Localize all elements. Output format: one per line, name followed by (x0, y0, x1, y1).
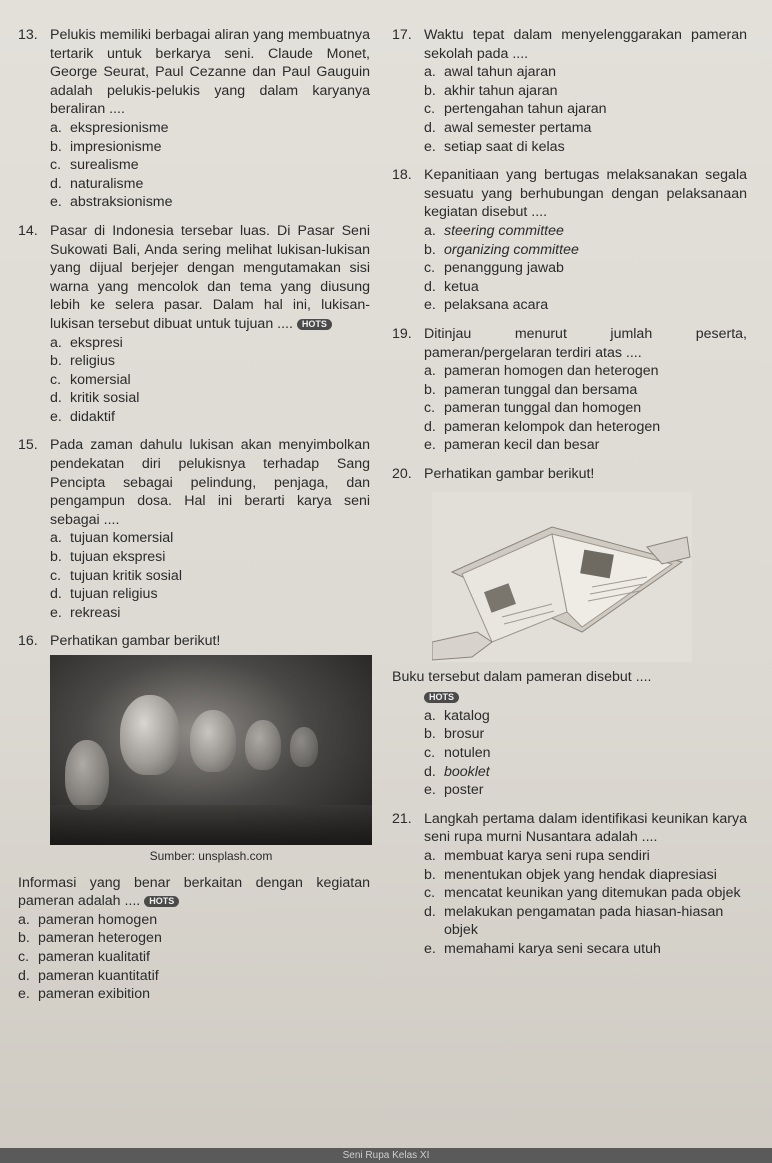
question-text: Pelukis memiliki berbagai aliran yang membuatnya tertarik untuk berkarya seni. Claude Monet, George Seurat, Paul Cezanne dan Paul Gauguin adalah pelukis-pelukis yang dalam karyanya beraliran .... (50, 27, 370, 118)
question-number: 16. (18, 633, 38, 650)
question-13 (18, 26, 370, 212)
option-d[interactable]: d. tujuan religius (50, 586, 158, 603)
question-16 (18, 632, 370, 1003)
option-a[interactable]: a. membuat karya seni rupa sendiri (424, 848, 650, 864)
open-catalog-book-photo (432, 492, 692, 662)
option-b[interactable]: b. impresionisme (50, 138, 162, 155)
option-a[interactable]: a. tujuan komersial (50, 530, 174, 547)
question-text: Kepanitiaan yang bertugas melaksanakan segala sesuatu yang berhubungan dengan pelaksanaan kegiatan disebut .... (424, 167, 747, 221)
option-c[interactable]: c. pameran kualitatif (18, 948, 150, 965)
option-c[interactable]: c. surealisme (50, 157, 139, 174)
option-b[interactable]: b. akhir tahun ajaran (424, 82, 558, 99)
option-e[interactable]: e. pelaksana acara (424, 297, 549, 314)
option-e[interactable]: e. setiap saat di kelas (424, 138, 565, 155)
question-number: 13. (18, 27, 38, 43)
hots-badge: HOTS (297, 319, 332, 330)
hots-badge: HOTS (144, 896, 179, 907)
option-b[interactable]: b. religius (50, 353, 115, 370)
option-d[interactable]: d. booklet (424, 763, 490, 780)
hots-badge: HOTS (424, 692, 459, 703)
question-text: Langkah pertama dalam identifikasi keunikan karya seni rupa murni Nusantara adalah .... (424, 810, 747, 846)
question-number: 21. (392, 810, 412, 827)
question-17 (392, 26, 747, 156)
option-a[interactable]: a. ekspresi (50, 334, 123, 351)
question-number: 17. (392, 27, 412, 43)
question-text: Waktu tepat dalam menyelenggarakan pameran sekolah pada .... (424, 27, 747, 62)
option-b[interactable]: b. pameran tunggal dan bersama (424, 381, 638, 398)
question-number: 14. (18, 222, 38, 239)
question-text: Perhatikan gambar berikut! (424, 466, 595, 483)
option-a[interactable]: a. katalog (424, 707, 490, 724)
book-illustration (432, 492, 692, 662)
option-e[interactable]: e. memahami karya seni secara utuh (424, 940, 661, 957)
question-text: Pasar di Indonesia tersebar luas. Di Pasar Seni Sukowati Bali, Anda sering melihat lukisan-lukisan yang dijual berjejer dengan mengutamakan sisi warna yang mencolok dan tema yang diusung lebih ke selera pasar. Dalam hal ini, lukisan-lukisan tersebut dibuat untuk tujuan .... HOTS (50, 222, 370, 332)
page-footer: Seni Rupa Kelas XI (0, 1148, 772, 1163)
question-20 (392, 465, 747, 800)
option-b[interactable]: b. tujuan ekspresi (50, 549, 166, 566)
question-21 (392, 810, 747, 959)
option-b[interactable]: b. pameran heterogen (18, 930, 162, 947)
option-a[interactable]: a. awal tahun ajaran (424, 64, 557, 81)
option-e[interactable]: e. didaktif (50, 408, 115, 425)
option-e[interactable]: e. pameran exibition (18, 986, 150, 1003)
option-c[interactable]: c. tujuan kritik sosial (50, 567, 182, 584)
option-e[interactable]: e. rekreasi (50, 604, 121, 621)
question-number: 19. (392, 325, 412, 342)
option-d[interactable]: d. ketua (424, 278, 479, 295)
option-c[interactable]: c. penanggung jawab (424, 260, 564, 277)
option-c[interactable]: c. pameran tunggal dan homogen (424, 400, 642, 417)
question-stem: Buku tersebut dalam pameran disebut .... (392, 668, 652, 685)
option-d[interactable]: d. awal semester pertama (424, 119, 592, 136)
option-e[interactable]: e. pameran kecil dan besar (424, 437, 600, 454)
left-column (18, 26, 370, 1004)
question-stem: Informasi yang benar berkaitan dengan kegiatan pameran adalah .... HOTS (18, 874, 370, 910)
option-a[interactable]: a. pameran homogen (18, 911, 158, 928)
question-text: Perhatikan gambar berikut! (50, 633, 221, 650)
option-c[interactable]: c. notulen (424, 745, 491, 762)
sculpture-exhibition-photo (50, 655, 372, 845)
option-a[interactable]: a. ekspresionisme (50, 119, 169, 136)
option-e[interactable]: e. poster (424, 782, 484, 799)
option-c[interactable]: c. pertengahan tahun ajaran (424, 101, 607, 118)
option-d[interactable]: d. pameran kuantitatif (18, 967, 159, 984)
question-number: 20. (392, 466, 412, 483)
question-14 (18, 222, 370, 427)
option-d[interactable]: d. naturalisme (50, 175, 144, 192)
option-a[interactable]: a. steering committee (424, 222, 564, 239)
question-number: 15. (18, 437, 38, 454)
option-d[interactable]: d. kritik sosial (50, 390, 140, 407)
option-b[interactable]: b. menentukan objek yang hendak diapresiasi (424, 866, 717, 883)
question-15 (18, 436, 370, 622)
right-column (392, 26, 747, 959)
option-b[interactable]: b. brosur (424, 726, 485, 743)
question-text: Pada zaman dahulu lukisan akan menyimbolkan pendekatan diri pelukisnya terhadap Sang Pencipta sebagai pelindung, penjaga, dan pengampun dosa. Hal ini berarti karya seni sebagai .... (50, 437, 370, 528)
option-a[interactable]: a. pameran homogen dan heterogen (424, 363, 659, 380)
option-e[interactable]: e. abstraksionisme (50, 194, 173, 211)
question-number: 18. (392, 167, 412, 184)
option-c[interactable]: c. komersial (50, 371, 131, 388)
option-c[interactable]: c. mencatat keunikan yang ditemukan pada objek (424, 885, 741, 902)
question-text: Ditinjau menurut jumlah peserta, pameran/pergelaran terdiri atas .... (424, 325, 747, 361)
option-d[interactable]: d. melakukan pengamatan pada hiasan-hiasan objek (424, 903, 724, 939)
option-b[interactable]: b. organizing committee (424, 241, 579, 258)
image-caption: Sumber: unsplash.com (149, 849, 273, 863)
question-18 (392, 166, 747, 315)
question-19 (392, 325, 747, 455)
option-d[interactable]: d. pameran kelompok dan heterogen (424, 418, 661, 435)
